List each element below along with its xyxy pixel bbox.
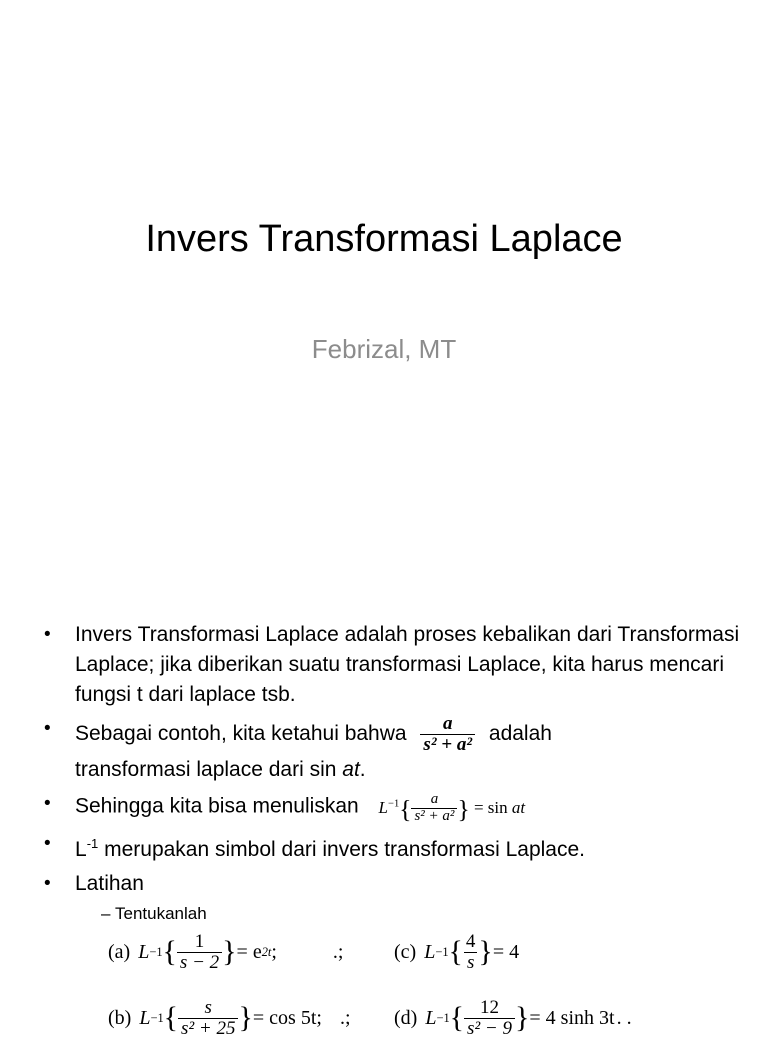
fraction (464, 998, 515, 1039)
equation-rhs-italic: at (511, 797, 526, 817)
operator: L (138, 940, 150, 963)
exercise-rhs: = 4 sinh 3t (529, 1006, 615, 1029)
equation-rhs: = sin (469, 797, 512, 817)
exercise-rhs: = 4 (492, 940, 520, 963)
exercise-rhs-end: ; (271, 940, 277, 963)
operator-sup: −1 (435, 944, 449, 959)
content-slide (0, 576, 768, 1039)
exercise-item (394, 998, 632, 1039)
exercise-row (108, 932, 708, 998)
bullet-text: Invers Transformasi Laplace adalah proses kebalikan dari Transformasi Laplace; jika diberikan suatu transformasi Laplace, kita harus mencari fungsi t dari laplace tsb. (75, 623, 740, 706)
fraction-numerator: 12 (480, 997, 499, 1018)
operator-sup: −1 (388, 797, 400, 809)
fraction (411, 792, 457, 825)
operator-sup: −1 (150, 1010, 164, 1025)
operator: L (378, 797, 388, 817)
fraction-denominator: s² + a² (411, 808, 457, 825)
fraction (177, 932, 222, 973)
brace-right-icon: } (514, 1001, 530, 1035)
exercise-item (394, 932, 519, 973)
bullet-item (44, 869, 744, 927)
exercise-item (108, 998, 351, 1039)
fraction (463, 932, 479, 973)
bullet-text: Latihan (75, 871, 144, 895)
exercise-trail: .; (332, 940, 344, 963)
fraction-denominator: s² − 9 (464, 1018, 515, 1039)
fraction-numerator: 4 (465, 931, 476, 952)
exercise-row (108, 998, 708, 1064)
fraction-denominator: s² + 25 (178, 1018, 238, 1039)
bullet-item (44, 789, 744, 825)
brace-left-icon: { (162, 935, 177, 969)
fraction-numerator: a (442, 713, 453, 734)
exercise-label: (b) (108, 1006, 132, 1029)
exercise-rhs-sup: 2t (261, 944, 272, 959)
fraction-denominator: s² + a² (420, 734, 475, 755)
bullet-sup: -1 (86, 835, 99, 851)
bullet-text: Sehingga kita bisa menuliskan (75, 794, 359, 818)
exercise-rhs-end: ; (316, 1006, 322, 1029)
operator: L (424, 940, 436, 963)
brace-right-icon: } (238, 1001, 253, 1035)
bullet-text: merupakan simbol dari invers transformasi Laplace. (98, 837, 585, 861)
exercise-label: (d) (394, 1006, 418, 1029)
exercise-label: (c) (394, 940, 417, 963)
brace-left-icon: { (163, 1001, 179, 1035)
brace-left-icon: { (449, 1001, 465, 1035)
exercise-rhs: = e (236, 940, 262, 963)
bullet-text: L (75, 837, 87, 861)
fraction-numerator: 1 (194, 931, 205, 952)
operator: L (425, 1006, 437, 1029)
brace-right-icon: } (222, 935, 237, 969)
fraction-denominator: s − 2 (177, 952, 222, 973)
bullet-list (44, 620, 744, 931)
operator-sup: −1 (149, 944, 163, 959)
bullet-text: transformasi laplace dari sin (75, 757, 343, 781)
bullet-item (44, 829, 744, 865)
slide-subtitle: Febrizal, MT (311, 334, 457, 364)
brace-left-icon: { (448, 935, 463, 969)
dash-icon: – (101, 903, 111, 923)
exercise-label: (a) (108, 940, 131, 963)
fraction-denominator: s (464, 952, 477, 973)
bullet-text: . (359, 757, 366, 781)
fraction (420, 714, 475, 755)
exercise-rhs: = cos 5t (252, 1006, 317, 1029)
operator-sup: −1 (436, 1010, 450, 1025)
inverse-equation (378, 791, 526, 825)
bullet-dot-icon: • (44, 624, 51, 645)
sub-bullet (75, 901, 744, 927)
brace-left-icon: { (399, 793, 412, 823)
bullet-italic: at (342, 757, 360, 781)
sub-bullet-text: Tentukanlah (115, 903, 207, 923)
bullet-dot-icon: • (44, 792, 51, 814)
bullet-item (44, 714, 744, 785)
bullet-dot-icon: • (44, 718, 51, 739)
exercise-trail: . . (616, 1006, 632, 1029)
brace-right-icon: } (478, 935, 493, 969)
exercise-list (108, 932, 708, 1064)
fraction-numerator: a (430, 791, 439, 808)
brace-right-icon: } (457, 793, 470, 823)
bullet-item (44, 620, 744, 710)
slide-title: Invers Transformasi Laplace (145, 218, 623, 260)
bullet-text: Sebagai contoh, kita ketahui bahwa (75, 721, 407, 745)
bullet-dot-icon: • (44, 832, 51, 854)
fraction-numerator: s (204, 997, 212, 1018)
fraction (178, 998, 238, 1039)
operator: L (139, 1006, 151, 1029)
bullet-dot-icon: • (44, 872, 51, 894)
exercise-trail: .; (339, 1006, 351, 1029)
bullet-text: adalah (488, 721, 552, 745)
exercise-item (108, 932, 343, 973)
